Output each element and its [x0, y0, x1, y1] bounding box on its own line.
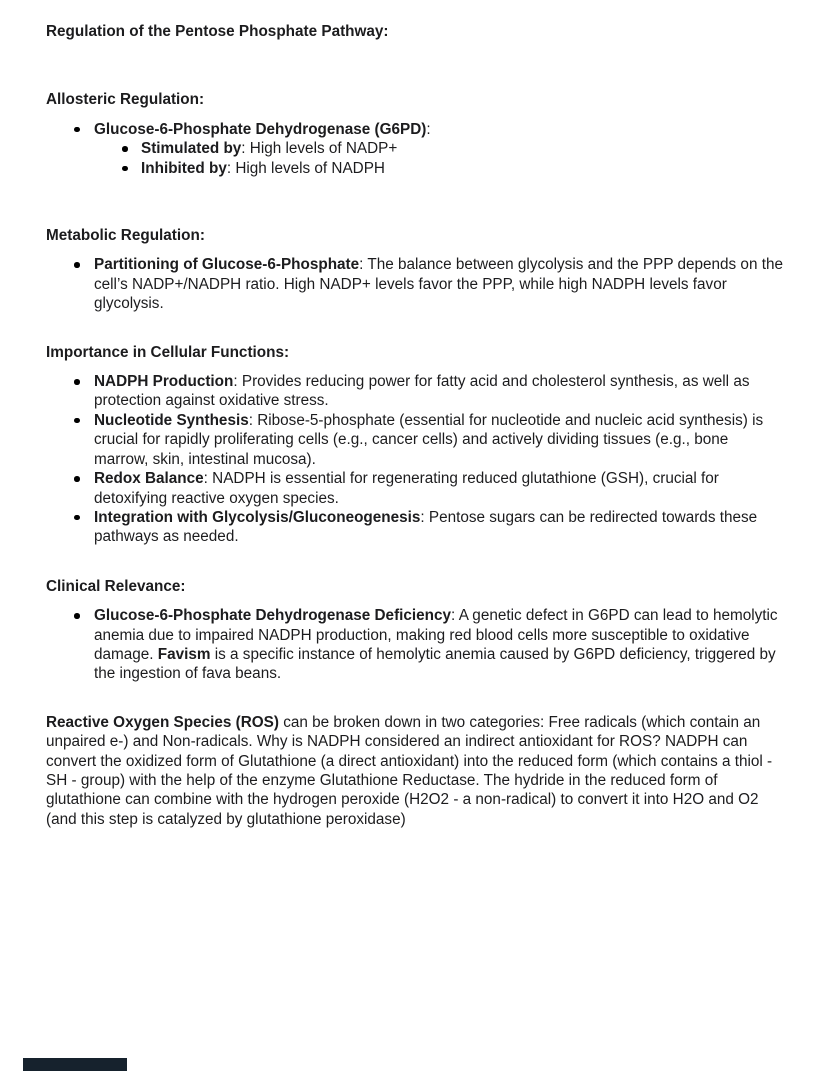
bold-run: Reactive Oxygen Species (ROS): [46, 713, 279, 731]
text-run: can be broken down in two categories: Free radicals (which contain an unpaired e-) and Non-radicals. Why is NADPH considered an indirect antioxidant for ROS? NADPH can convert the oxidized form of Glutathione (a direct antioxidant) into the reduced form (which contains a thiol - SH - group) with the help of the enzyme Glutathione Reductase. The hydride in the reduced form of glutathione can combine with the hydrogen peroxide (H2O2 - a non-radical) to convert it into H2O and O2 (and this step is catalyzed by glutathione peroxidase): [46, 713, 773, 828]
text-run: :: [426, 120, 431, 138]
bold-run: Favism: [157, 645, 211, 663]
text-run: : High levels of NADP+: [241, 140, 398, 158]
bold-run: Inhibited by: [141, 159, 227, 177]
bold-run: Integration with Glycolysis/Gluconeogenesis: [94, 508, 421, 526]
section-allosteric-regulation: [46, 90, 784, 178]
bold-run: NADPH Production: [94, 373, 234, 391]
list-item: [46, 255, 784, 313]
text-run: : A genetic defect in G6PD can lead to hemolytic anemia due to impaired NADPH production, making red blood cells more susceptible to oxidative damage.: [94, 607, 778, 663]
list-item: [46, 139, 784, 158]
page-title: Regulation of the Pentose Phosphate Pathway:: [46, 23, 389, 40]
section-heading: Clinical Relevance:: [46, 577, 186, 595]
bold-run: Partitioning of Glucose-6-Phosphate: [94, 256, 360, 274]
list-item: [46, 120, 784, 139]
text-run: is a specific instance of hemolytic anemia caused by G6PD deficiency, triggered by the ingestion of fava beans.: [94, 645, 776, 683]
list-item: [46, 372, 784, 411]
text-run: : NADPH is essential for regenerating reduced glutathione (GSH), crucial for detoxifying reactive oxygen species.: [94, 470, 719, 507]
section-heading: Allosteric Regulation:: [46, 91, 205, 109]
list-item: [46, 411, 784, 469]
bold-run: Glucose-6-Phosphate Dehydrogenase (G6PD): [94, 120, 427, 138]
section-heading: Metabolic Regulation:: [46, 227, 205, 245]
text-run: : Provides reducing power for fatty acid and cholesterol synthesis, as well as protection against oxidative stress.: [94, 373, 750, 410]
section-heading: Importance in Cellular Functions:: [46, 343, 290, 361]
reactive-oxygen-species-paragraph: [46, 713, 784, 829]
bold-run: Nucleotide Synthesis: [94, 411, 249, 429]
section-metabolic-regulation: [46, 226, 784, 314]
bold-run: Redox Balance: [94, 470, 204, 488]
text-run: : High levels of NADPH: [226, 159, 385, 177]
text-run: : Pentose sugars can be redirected towards these pathways as needed.: [94, 508, 758, 546]
bold-run: Glucose-6-Phosphate Dehydrogenase Deficiency: [94, 607, 452, 625]
list-item: [46, 159, 784, 178]
text-run: : The balance between glycolysis and the PPP depends on the cell’s NADP+/NADPH ratio. High NADP+ levels favor the PPP, while high NADPH levels favor glycolysis.: [94, 256, 783, 313]
list-item: [46, 469, 784, 508]
text-run: : Ribose-5-phosphate (essential for nucleotide and nucleic acid synthesis) is crucial for rapidly proliferating cells (e.g., cancer cells) and actively dividing tissues (e.g., bone marrow, skin, intestinal mucosa).: [94, 411, 764, 468]
next-page-edge: [23, 1058, 127, 1071]
section-clinical-relevance: [46, 577, 784, 684]
list-item: [46, 508, 784, 547]
bold-run: Stimulated by: [141, 140, 242, 158]
section-importance-cellular-functions: [46, 343, 784, 547]
list-item: [46, 606, 784, 684]
